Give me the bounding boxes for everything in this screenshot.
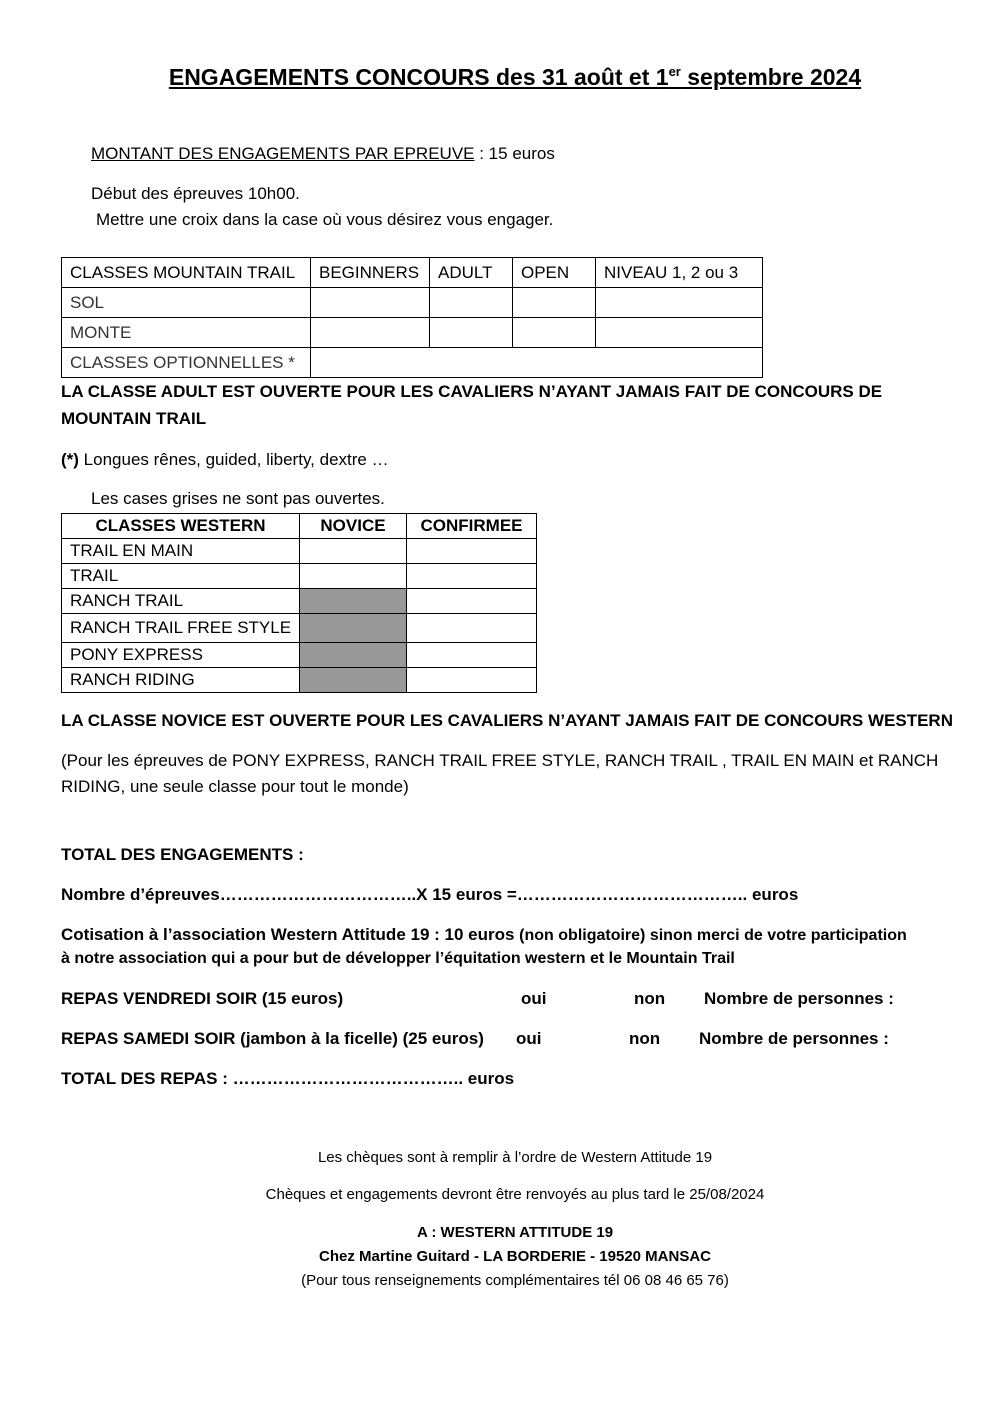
pony-note-2: RIDING, une seule classe pour tout le monde) (61, 777, 409, 796)
footnote-marker: (*) (61, 450, 79, 469)
phone-info: (Pour tous renseignements complémentaires tél 06 08 46 65 76) (301, 1272, 729, 1289)
grey-closed-cell (300, 643, 407, 668)
adult-note-2: MOUNTAIN TRAIL (61, 409, 207, 428)
page-title: ENGAGEMENTS CONCOURS des 31 août et 1er septembre 2024 (168, 64, 862, 90)
total-repas-line: TOTAL DES REPAS : ………………………………….. euros (61, 1069, 515, 1088)
address-line: Chez Martine Guitard - LA BORDERIE - 19520 MANSAC (319, 1248, 711, 1265)
grey-closed-cell (300, 668, 407, 693)
cotisation-line (61, 925, 907, 945)
montant-label: MONTANT DES ENGAGEMENTS PAR EPREUVE (91, 144, 475, 163)
table-row (62, 348, 763, 378)
grey-cells-note: Les cases grises ne sont pas ouvertes. (91, 489, 385, 508)
checkbox-cell[interactable] (407, 539, 537, 564)
row-label-trail: TRAIL (62, 564, 300, 589)
table-row (62, 589, 537, 614)
footnote-text: Longues rênes, guided, liberty, dextre … (78, 450, 389, 469)
footnote (61, 450, 389, 470)
deadline-text: Chèques et engagements devront être renvoyés au plus tard le 25/08/2024 (265, 1186, 765, 1203)
checkbox-cell[interactable] (513, 288, 596, 318)
table-row (62, 643, 537, 668)
checkbox-cell[interactable] (300, 539, 407, 564)
row-label-monte: MONTE (62, 318, 311, 348)
table-row (62, 288, 763, 318)
croix-instruction: Mettre une croix dans la case où vous désirez vous engager. (96, 210, 554, 229)
checkbox-cell[interactable] (407, 614, 537, 643)
optional-classes-cell[interactable] (311, 348, 763, 378)
row-label-ranch-riding: RANCH RIDING (62, 668, 300, 693)
total-engagements-heading: TOTAL DES ENGAGEMENTS : (61, 845, 304, 864)
address-recipient: A : WESTERN ATTITUDE 19 (416, 1224, 614, 1241)
cheques-order-text: Les chèques sont à remplir à l’ordre de Western Attitude 19 (317, 1149, 713, 1166)
checkbox-cell[interactable] (430, 288, 513, 318)
checkbox-cell[interactable] (596, 288, 763, 318)
checkbox-cell[interactable] (513, 318, 596, 348)
header-classes-western: CLASSES WESTERN (62, 514, 300, 539)
cotisation-main: Cotisation à l’association Western Attitude 19 : 10 euros (61, 925, 520, 944)
repas-samedi-non[interactable]: non (629, 1029, 661, 1048)
repas-samedi-label: REPAS SAMEDI SOIR (jambon à la ficelle) (25 euros) (61, 1029, 484, 1048)
checkbox-cell[interactable] (407, 643, 537, 668)
pony-note: (Pour les épreuves de PONY EXPRESS, RANCH TRAIL FREE STYLE, RANCH TRAIL , TRAIL EN MAIN et RANCH (61, 751, 939, 770)
adult-note: LA CLASSE ADULT EST OUVERTE POUR LES CAVALIERS N’AYANT JAMAIS FAIT DE CONCOURS DE (61, 382, 883, 401)
checkbox-cell[interactable] (311, 318, 430, 348)
header-confirmee: CONFIRMEE (407, 514, 537, 539)
nombre-epreuves-line: Nombre d’épreuves……………………………..X 15 euros =………………………………….. euros (61, 885, 799, 904)
cotisation-line-2: à notre association qui a pour but de développer l’équitation western et le Mountain Trail (61, 950, 735, 967)
header-niveau: NIVEAU 1, 2 ou 3 (596, 258, 763, 288)
repas-samedi-oui[interactable]: oui (516, 1029, 542, 1048)
debut-text: Début des épreuves 10h00. (91, 184, 300, 203)
checkbox-cell[interactable] (430, 318, 513, 348)
novice-note: LA CLASSE NOVICE EST OUVERTE POUR LES CAVALIERS N’AYANT JAMAIS FAIT DE CONCOURS WESTERN (61, 711, 953, 730)
mountain-trail-table (61, 257, 763, 378)
table-row (62, 318, 763, 348)
table-row (62, 539, 537, 564)
header-open: OPEN (513, 258, 596, 288)
checkbox-cell[interactable] (407, 668, 537, 693)
checkbox-cell[interactable] (300, 564, 407, 589)
mountain-table-header (62, 258, 763, 288)
cotisation-small: (non obligatoire) sinon merci de votre participation (519, 927, 907, 944)
row-label-pony-express: PONY EXPRESS (62, 643, 300, 668)
montant-line (91, 144, 555, 164)
repas-vendredi-label: REPAS VENDREDI SOIR (15 euros) (61, 989, 344, 1008)
repas-vendredi-oui[interactable]: oui (521, 989, 547, 1008)
checkbox-cell[interactable] (407, 589, 537, 614)
montant-value: : 15 euros (474, 144, 555, 163)
checkbox-cell[interactable] (596, 318, 763, 348)
repas-samedi-nombre: Nombre de personnes : (699, 1029, 889, 1048)
checkbox-cell[interactable] (407, 564, 537, 589)
header-beginners: BEGINNERS (311, 258, 430, 288)
table-row (62, 668, 537, 693)
repas-vendredi-non[interactable]: non (634, 989, 666, 1008)
western-classes-table (61, 513, 537, 693)
western-table-header (62, 514, 537, 539)
row-label-ranch-trail-free-style: RANCH TRAIL FREE STYLE (62, 614, 300, 643)
row-label-sol: SOL (62, 288, 311, 318)
header-classes-mountain-trail: CLASSES MOUNTAIN TRAIL (62, 258, 311, 288)
grey-closed-cell (300, 589, 407, 614)
header-adult: ADULT (430, 258, 513, 288)
checkbox-cell[interactable] (311, 288, 430, 318)
repas-vendredi-nombre: Nombre de personnes : (704, 989, 894, 1008)
row-label-ranch-trail: RANCH TRAIL (62, 589, 300, 614)
table-row (62, 614, 537, 643)
row-label-optionnelles: CLASSES OPTIONNELLES * (62, 348, 311, 378)
header-novice: NOVICE (300, 514, 407, 539)
table-row (62, 564, 537, 589)
grey-closed-cell (300, 614, 407, 643)
row-label-trail-en-main: TRAIL EN MAIN (62, 539, 300, 564)
